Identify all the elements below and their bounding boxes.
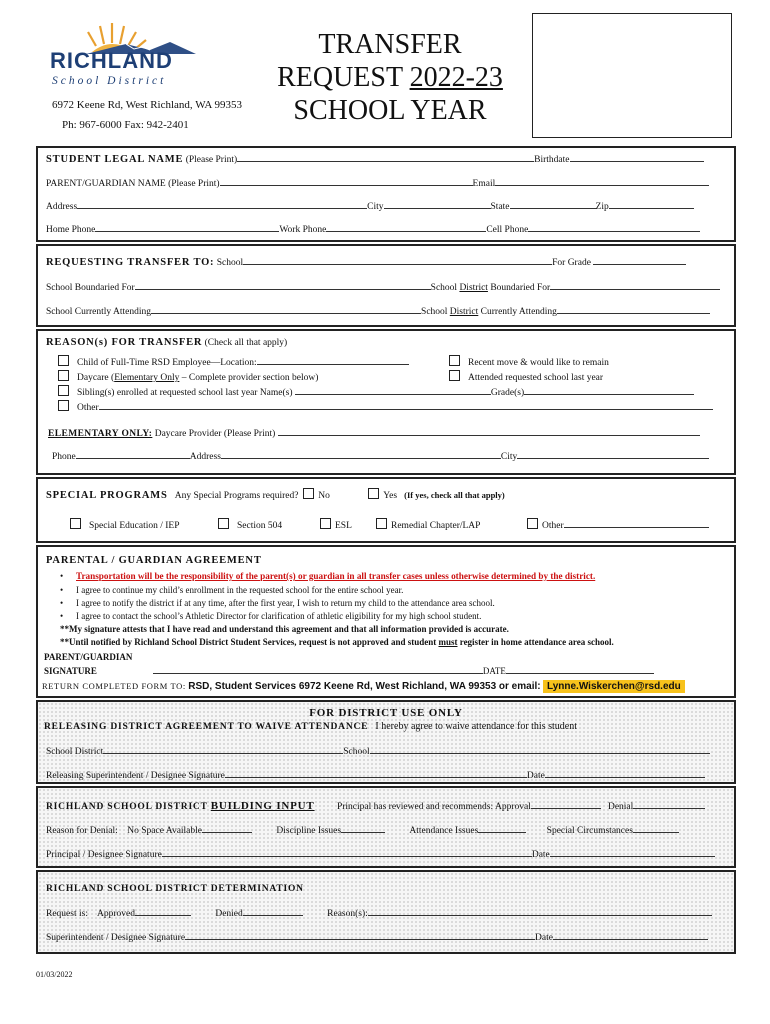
special-other-label: Other [542, 521, 564, 531]
city-label: City [367, 202, 384, 212]
district-currently-label [421, 307, 557, 317]
superintendent-signature-field[interactable] [185, 931, 535, 940]
district-currently-underlined: District [449, 307, 479, 317]
birthdate-label: Birthdate [534, 155, 570, 165]
school-boundaried-for-field[interactable] [135, 281, 431, 290]
denied-field[interactable] [243, 907, 303, 916]
form-revision-date: 01/03/2022 [36, 970, 73, 979]
principal-date-field[interactable] [550, 848, 715, 857]
city-field[interactable] [384, 200, 491, 209]
siblings-grade-label: Grade(s) [490, 388, 525, 398]
for-grade-label: For Grade [552, 258, 591, 268]
email-field[interactable] [495, 177, 709, 186]
approval-notice-must: must [438, 637, 458, 647]
no-space-field[interactable] [202, 824, 252, 833]
title-year: 2022-23 [409, 62, 503, 93]
return-address: RSD, Student Services 6972 Keene Rd, West Richland, WA 99353 or email: [188, 681, 541, 692]
logo-wordmark: RICHLAND [50, 48, 173, 73]
special-other-field[interactable] [564, 519, 709, 528]
special-no-label: No [318, 491, 330, 501]
section-504-label: Section 504 [237, 521, 283, 531]
requesting-transfer-heading: REQUESTING TRANSFER TO: [46, 257, 215, 268]
signature-date-field[interactable] [506, 665, 654, 674]
denied-label: Denied [215, 909, 243, 919]
bullet-icon: • [60, 585, 64, 595]
siblings-option-label: Sibling(s) enrolled at requested school last year Name(s) [77, 388, 293, 398]
remedial-checkbox[interactable] [376, 518, 387, 529]
student-info-section [36, 146, 736, 242]
address-label: Address [46, 202, 78, 212]
title-line-2 [262, 61, 518, 94]
building-heading-prefix: RICHLAND SCHOOL DISTRICT [46, 802, 211, 812]
provider-city-field[interactable] [517, 450, 709, 459]
daycare-provider-field[interactable] [278, 427, 700, 436]
building-heading-underlined: BUILDING INPUT [210, 800, 315, 812]
recent-move-checkbox[interactable] [449, 355, 460, 366]
special-yes-label: Yes [383, 491, 398, 501]
siblings-checkbox[interactable] [58, 385, 69, 396]
email-label: Email [472, 179, 496, 189]
daycare-suffix: – Complete provider section below) [179, 373, 319, 383]
special-programs-section [36, 477, 736, 543]
agreement-athletic-eligibility: I agree to contact the school’s Athletic Director for clarification of athletic eligibility for my high school student. [76, 611, 482, 621]
district-currently-suffix: Currently Attending [478, 307, 557, 317]
district-boundaried-label [431, 283, 551, 293]
esl-checkbox[interactable] [320, 518, 331, 529]
other-reason-label: Other [77, 403, 99, 413]
signature-attestation-note: **My signature attests that I have read and understand this agreement and that all information provided is accurate. [60, 624, 509, 634]
bullet-icon: • [60, 598, 64, 608]
special-ed-label: Special Education / IEP [89, 521, 180, 531]
requested-school-field[interactable] [243, 256, 552, 265]
special-yes-hint: (If yes, check all that apply) [404, 490, 505, 500]
special-yes-checkbox[interactable] [368, 488, 379, 499]
denial-label: Denial [607, 802, 634, 812]
determination-heading: RICHLAND SCHOOL DISTRICT DETERMINATION [46, 884, 304, 894]
requested-school-label: School [216, 258, 244, 268]
special-no-checkbox[interactable] [303, 488, 314, 499]
district-boundaried-underlined: District [459, 283, 488, 293]
for-grade-field[interactable] [593, 256, 686, 265]
district-boundaried-field[interactable] [550, 281, 720, 290]
superintendent-date-label: Date [535, 933, 553, 943]
approval-field[interactable] [531, 800, 601, 809]
agreement-notify-district: I agree to notify the district if at any time, after the first year, I wish to return my child to the attendance area school. [76, 598, 495, 608]
state-label: State [490, 202, 510, 212]
esl-label: ESL [335, 521, 352, 531]
principal-signature-label: Principal / Designee Signature [46, 850, 162, 860]
student-legal-name-field[interactable] [237, 153, 534, 162]
building-input-heading [46, 802, 315, 812]
approved-field[interactable] [135, 907, 191, 916]
siblings-grade-field[interactable] [524, 386, 694, 395]
form-title [262, 28, 518, 127]
zip-field[interactable] [609, 200, 694, 209]
denial-field[interactable] [633, 800, 705, 809]
parent-signature-field[interactable] [153, 665, 483, 674]
determination-reasons-field[interactable] [368, 907, 712, 916]
district-currently-field[interactable] [557, 305, 710, 314]
releasing-agreement-heading: RELEASING DISTRICT AGREEMENT TO WAIVE ATTENDANCE [44, 722, 369, 732]
daycare-prefix: Daycare ( [77, 373, 115, 383]
provider-phone-label: Phone [52, 452, 76, 462]
signature-label-line-2: SIGNATURE [44, 666, 97, 676]
attended-last-year-checkbox[interactable] [449, 370, 460, 381]
district-address: 6972 Keene Rd, West Richland, WA 99353 [52, 99, 242, 111]
superintendent-date-field[interactable] [553, 931, 708, 940]
special-programs-heading: SPECIAL PROGRAMS [46, 490, 168, 501]
work-phone-field[interactable] [326, 223, 486, 232]
student-legal-name-label: STUDENT LEGAL NAME [46, 154, 184, 165]
district-boundaried-prefix: School [430, 283, 460, 293]
provider-city-label: City [500, 452, 518, 462]
school-currently-attending-label: School Currently Attending [46, 307, 152, 317]
special-programs-question: Any Special Programs required? [174, 491, 299, 501]
transportation-responsibility-notice: Transportation will be the responsibility of the parent(s) or guardian in all transfer cases unless otherwise determined by the district. [76, 571, 596, 581]
office-use-stamp-box [532, 13, 732, 138]
other-reason-field[interactable] [99, 401, 713, 410]
special-circumstances-label: Special Circumstances [546, 826, 633, 836]
principal-signature-field[interactable] [162, 848, 532, 857]
requesting-transfer-section [36, 244, 736, 327]
releasing-school-label: School [343, 747, 370, 757]
district-phone-fax: Ph: 967-6000 Fax: 942-2401 [62, 119, 189, 131]
return-email-link[interactable]: Lynne.Wiskerchen@rsd.edu [543, 680, 685, 693]
work-phone-label: Work Phone [279, 225, 327, 235]
recent-move-label: Recent move & would like to remain [468, 358, 609, 368]
district-boundaried-suffix: Boundaried For [487, 283, 551, 293]
reasons-hint: (Check all that apply) [204, 338, 288, 348]
address-field[interactable] [77, 200, 367, 209]
bullet-icon: • [60, 571, 64, 581]
special-other-checkbox[interactable] [527, 518, 538, 529]
special-ed-checkbox[interactable] [70, 518, 81, 529]
cell-phone-label: Cell Phone [486, 225, 529, 235]
elementary-only-label: ELEMENTARY ONLY: [48, 429, 153, 439]
approval-notice-prefix: **Until notified by Richland School District Student Services, request is not approved and student [60, 637, 439, 647]
provider-phone-field[interactable] [76, 450, 190, 459]
employee-location-field[interactable] [257, 356, 409, 365]
releasing-school-district-field[interactable] [103, 745, 343, 754]
discipline-label: Discipline Issues [276, 826, 342, 836]
zip-label: Zip [595, 202, 609, 212]
student-legal-name-hint: (Please Print) [185, 155, 238, 165]
home-phone-label: Home Phone [46, 225, 96, 235]
releasing-signature-field[interactable] [225, 769, 527, 778]
district-use-heading: FOR DISTRICT USE ONLY [309, 707, 463, 719]
superintendent-signature-label: Superintendent / Designee Signature [46, 933, 186, 943]
parental-agreement-section [36, 545, 736, 698]
title-line-1: TRANSFER [318, 29, 462, 60]
signature-label-line-1: PARENT/GUARDIAN [44, 652, 133, 662]
principal-date-label: Date [531, 850, 550, 860]
school-currently-attending-field[interactable] [151, 305, 421, 314]
cell-phone-field[interactable] [528, 223, 700, 232]
request-is-label: Request is: [46, 909, 88, 919]
building-input-section [36, 786, 736, 868]
bullet-icon: • [60, 611, 64, 621]
releasing-date-label: Date [526, 771, 545, 781]
state-field[interactable] [510, 200, 596, 209]
reasons-section [36, 329, 736, 475]
district-use-releasing-section [36, 700, 736, 784]
daycare-provider-label: Daycare Provider (Please Print) [154, 429, 276, 439]
principal-recommends-label: Principal has reviewed and recommends: Approval [336, 802, 531, 812]
signature-date-label: DATE [482, 666, 506, 676]
remedial-label: Remedial Chapter/LAP [391, 521, 481, 531]
parent-guardian-name-label: PARENT/GUARDIAN NAME (Please Print) [46, 179, 220, 189]
section-504-checkbox[interactable] [218, 518, 229, 529]
district-currently-prefix: School [421, 307, 450, 317]
employee-checkbox[interactable] [58, 355, 69, 366]
discipline-field[interactable] [341, 824, 385, 833]
logo-subtitle: School District [52, 75, 167, 87]
provider-address-label: Address [189, 452, 221, 462]
daycare-checkbox[interactable] [58, 370, 69, 381]
releasing-school-field[interactable] [370, 745, 710, 754]
attended-last-year-label: Attended requested school last year [468, 373, 604, 383]
attendance-issues-label: Attendance Issues [409, 826, 479, 836]
home-phone-field[interactable] [95, 223, 279, 232]
releasing-agreement-text: I hereby agree to waive attendance for this student [375, 721, 577, 732]
daycare-elementary-only: Elementary Only [114, 373, 180, 383]
releasing-date-field[interactable] [545, 769, 705, 778]
district-determination-section [36, 870, 736, 954]
school-boundaried-for-label: School Boundaried For [46, 283, 135, 293]
approval-notice-suffix: register in home attendance area school. [457, 637, 614, 647]
daycare-option-label [77, 373, 318, 383]
reasons-heading: REASON(s) FOR TRANSFER [46, 337, 203, 348]
title-line-3: SCHOOL YEAR [293, 95, 487, 126]
special-circumstances-field[interactable] [633, 824, 679, 833]
approved-label: Approved [96, 909, 135, 919]
parent-guardian-name-field[interactable] [220, 177, 473, 186]
parental-agreement-heading: PARENTAL / GUARDIAN AGREEMENT [46, 555, 262, 566]
approval-notice [60, 637, 614, 647]
reason-for-denial-label: Reason for Denial: [46, 826, 118, 836]
siblings-names-field[interactable] [295, 386, 491, 395]
employee-option-label: Child of Full-Time RSD Employee—Location: [77, 358, 257, 368]
releasing-signature-label: Releasing Superintendent / Designee Signature [46, 771, 225, 781]
releasing-school-district-label: School District [46, 747, 104, 757]
return-form-label: RETURN COMPLETED FORM TO: [42, 681, 186, 691]
agreement-continue-enrollment: I agree to continue my child’s enrollment in the requested school for the entire school year. [76, 585, 404, 595]
attendance-issues-field[interactable] [478, 824, 526, 833]
determination-reasons-label: Reason(s): [327, 909, 368, 919]
birthdate-field[interactable] [570, 153, 704, 162]
title-request: REQUEST [277, 62, 410, 93]
provider-address-field[interactable] [221, 450, 501, 459]
form-header [0, 0, 770, 148]
other-reason-checkbox[interactable] [58, 400, 69, 411]
no-space-label: No Space Available [127, 826, 203, 836]
